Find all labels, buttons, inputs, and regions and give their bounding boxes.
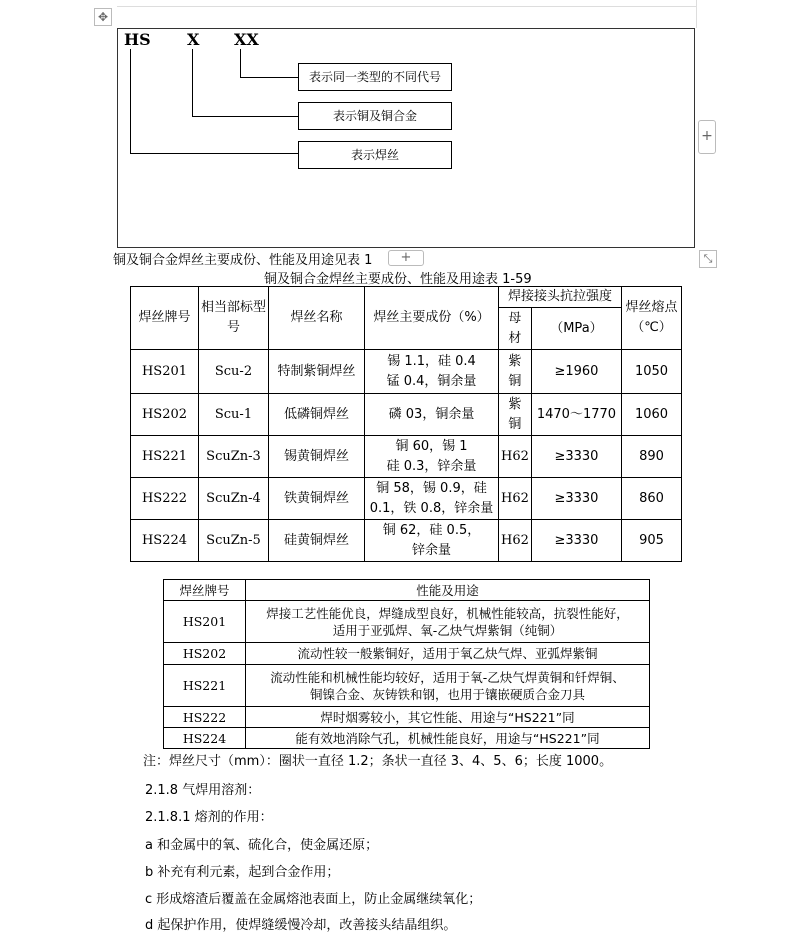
- cell-usage: 能有效地消除气孔，机械性能良好，用途与“HS221”同: [246, 728, 650, 749]
- header-usage: 性能及用途: [246, 580, 650, 601]
- code-xx: XX: [234, 30, 259, 49]
- cell-usage: 焊时烟雾较小，其它性能、用途与“HS221”同: [246, 707, 650, 728]
- cell-grade: HS202: [131, 394, 199, 436]
- cell-base: 紫铜: [499, 394, 532, 436]
- cell-usage: 焊接工艺性能优良，焊缝成型良好，机械性能较高，抗裂性能好， 适用于亚弧焊、氧-乙炔气焊紫铜（纯铜）: [246, 601, 650, 643]
- cell-melt: 890: [622, 436, 682, 478]
- cell-equiv: Scu-1: [199, 394, 269, 436]
- size-note: 注：焊丝尺寸（mm）：圈状一直径 1.2；条状一直径 3、4、5、6；长度 1000。: [143, 754, 613, 769]
- subsection-heading: 2.1.8.1 熔剂的作用：: [145, 810, 273, 825]
- cell-mpa: 1470～1770: [531, 394, 621, 436]
- cell-base: H62: [499, 520, 532, 562]
- table1-caption: 铜及铜合金焊丝主要成份、性能及用途表 1-59: [264, 272, 532, 287]
- cell-mpa: ≥3330: [531, 436, 621, 478]
- header-strength: 焊接接头抗拉强度: [499, 287, 622, 308]
- add-column-icon[interactable]: +: [698, 120, 716, 154]
- cell-comp: 锡 1.1，硅 0.4 锰 0.4，铜余量: [365, 350, 499, 394]
- cell-melt: 860: [622, 478, 682, 520]
- connector-line: [192, 116, 298, 117]
- cell-equiv: ScuZn-3: [199, 436, 269, 478]
- cell-name: 低磷铜焊丝: [269, 394, 365, 436]
- table-row: [131, 350, 682, 394]
- cell-grade: HS222: [131, 478, 199, 520]
- move-handle-icon[interactable]: ✥: [94, 8, 112, 26]
- connector-line: [130, 49, 131, 153]
- header-melt: 焊丝熔点（℃）: [622, 287, 682, 350]
- cell-base: 紫铜: [499, 350, 532, 394]
- cell-base: H62: [499, 478, 532, 520]
- cell-name: 锡黄铜焊丝: [269, 436, 365, 478]
- table-row: [164, 601, 650, 643]
- cell-mpa: ≥1960: [531, 350, 621, 394]
- cell-usage: 流动性能和机械性能均较好，适用于氧-乙炔气焊黄铜和钎焊铜、 铜镍合金、灰铸铁和钢，也用于镶嵌硬质合金刀具: [246, 665, 650, 707]
- cell-usage: 流动性较一般紫铜好，适用于氧乙炔气焊、亚弧焊紫铜: [246, 643, 650, 665]
- cell-melt: 1060: [622, 394, 682, 436]
- usage-table: [163, 579, 650, 749]
- cell-melt: 1050: [622, 350, 682, 394]
- cell-comp: 铜 58，锡 0.9，硅 0.1，铁 0.8，锌余量: [365, 478, 499, 520]
- header-equiv: 相当部标型号: [199, 287, 269, 350]
- cell-grade: HS202: [164, 643, 246, 665]
- intro-text: 铜及铜合金焊丝主要成份、性能及用途见表 1: [113, 253, 373, 268]
- code-hs: HS: [124, 30, 151, 49]
- table-row: [164, 643, 650, 665]
- list-item: d 起保护作用，使焊缝缓慢冷却，改善接头结晶组织。: [145, 918, 457, 933]
- cell-name: 硅黄铜焊丝: [269, 520, 365, 562]
- cell-comp: 铜 62，硅 0.5， 锌余量: [365, 520, 499, 562]
- cell-name: 特制紫铜焊丝: [269, 350, 365, 394]
- header-grade: 焊丝牌号: [131, 287, 199, 350]
- diagram-frame: [117, 28, 695, 248]
- page-guide-line: [117, 6, 697, 7]
- table-row: [164, 707, 650, 728]
- cell-melt: 905: [622, 520, 682, 562]
- label-box-wire: 表示焊丝: [298, 141, 452, 169]
- connector-line: [240, 49, 241, 77]
- connector-line: [192, 49, 193, 116]
- connector-line: [240, 77, 298, 78]
- table-row: [164, 728, 650, 749]
- code-x: X: [187, 30, 200, 49]
- resize-handle-icon[interactable]: ⤡: [699, 250, 717, 268]
- label-box-copper: 表示铜及铜合金: [298, 102, 452, 130]
- cell-grade: HS224: [131, 520, 199, 562]
- cell-equiv: ScuZn-4: [199, 478, 269, 520]
- list-item: b 补充有利元素，起到合金作用；: [145, 865, 340, 880]
- cell-grade: HS222: [164, 707, 246, 728]
- table-row: [131, 394, 682, 436]
- cell-equiv: ScuZn-5: [199, 520, 269, 562]
- table-row: [131, 436, 682, 478]
- cell-base: H62: [499, 436, 532, 478]
- cell-grade: HS224: [164, 728, 246, 749]
- cell-grade: HS221: [131, 436, 199, 478]
- header-mpa: （MPa）: [531, 308, 621, 350]
- connector-line: [130, 153, 298, 154]
- table-row: [131, 478, 682, 520]
- cell-comp: 铜 60，锡 1 硅 0.3，锌余量: [365, 436, 499, 478]
- cell-grade: HS201: [164, 601, 246, 643]
- header-name: 焊丝名称: [269, 287, 365, 350]
- list-item: c 形成熔渣后覆盖在金属熔池表面上，防止金属继续氧化；: [145, 892, 482, 907]
- page-guide-line: [696, 0, 697, 28]
- cell-grade: HS221: [164, 665, 246, 707]
- table-row: [131, 520, 682, 562]
- section-heading: 2.1.8 气焊用溶剂：: [145, 783, 261, 798]
- header-grade: 焊丝牌号: [164, 580, 246, 601]
- header-comp: 焊丝主要成份（%）: [365, 287, 499, 350]
- composition-table: [130, 286, 682, 562]
- table-row: [164, 665, 650, 707]
- list-item: a 和金属中的氧、硫化合，使金属还原；: [145, 838, 379, 853]
- cell-name: 铁黄铜焊丝: [269, 478, 365, 520]
- cell-mpa: ≥3330: [531, 520, 621, 562]
- add-row-icon[interactable]: +: [388, 250, 424, 266]
- label-box-code: 表示同一类型的不同代号: [298, 63, 452, 91]
- cell-mpa: ≥3330: [531, 478, 621, 520]
- cell-equiv: Scu-2: [199, 350, 269, 394]
- cell-comp: 磷 03，铜余量: [365, 394, 499, 436]
- header-base: 母材: [499, 308, 532, 350]
- cell-grade: HS201: [131, 350, 199, 394]
